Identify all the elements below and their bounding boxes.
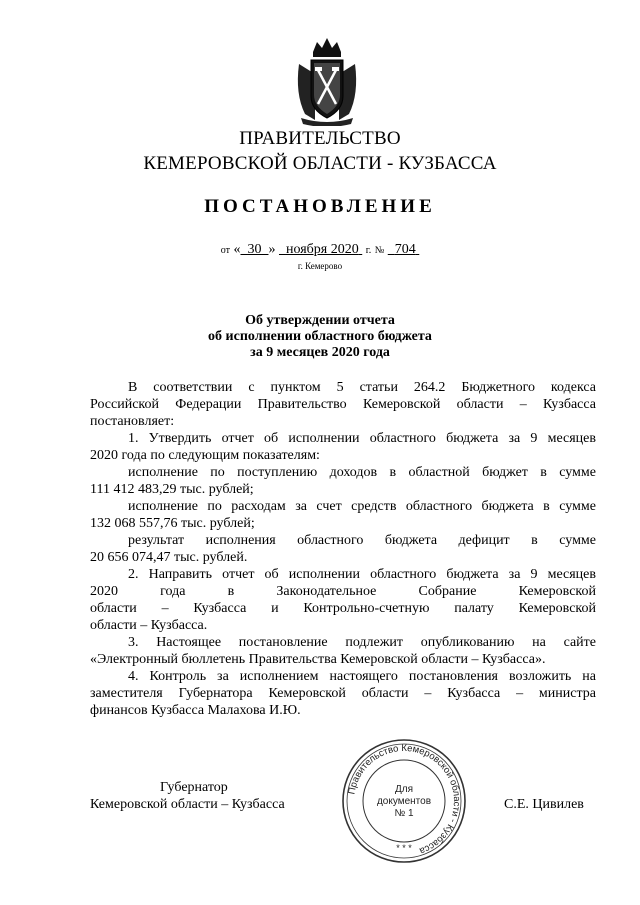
date-year-suffix: г.: [365, 245, 372, 256]
body-line: области – Кузбасса и Контрольно-счетную палату Кемеровской: [90, 601, 596, 616]
coat-of-arms-emblem: [293, 34, 361, 126]
seal-center-line2: документов: [376, 796, 432, 807]
official-seal-stamp: [340, 737, 468, 865]
seal-center-line1: Для: [394, 784, 414, 795]
signer-position-line2: Кемеровской области – Кузбасса: [90, 797, 285, 812]
government-title-line2: КЕМЕРОВСКОЙ ОБЛАСТИ - КУЗБАССА: [143, 153, 497, 174]
date-close-quote: »: [268, 242, 276, 257]
body-line: 1. Утвердить отчет об исполнении областного бюджета за 9 месяцев: [128, 431, 596, 446]
body-line: результат исполнения областного бюджета дефицит в сумме: [128, 533, 596, 548]
heading-line2: об исполнении областного бюджета: [208, 329, 432, 344]
body-line: «Электронный бюллетень Правительства Кемеровской области – Кузбасса».: [90, 652, 546, 667]
body-line: исполнение по расходам за счет средств областного бюджета в сумме: [128, 499, 596, 514]
seal-ring-text: Правительство Кемеровской области - Кузбасса: [346, 742, 463, 857]
body-line: 4. Контроль за исполнением настоящего постановления возложить на: [128, 669, 596, 684]
body-line: 111 412 483,29 тыс. рублей;: [90, 482, 254, 497]
body-line: постановляет:: [90, 414, 175, 429]
body-line: 2. Направить отчет об исполнении областного бюджета за 9 месяцев: [128, 567, 596, 582]
signer-name: С.Е. Цивилев: [504, 797, 584, 812]
date-open-quote: «: [233, 242, 241, 257]
city-label: г. Кемерово: [297, 261, 343, 271]
body-line: 20 656 074,47 тыс. рублей.: [90, 550, 248, 565]
number-sign: №: [374, 245, 385, 256]
decree-number: 704: [394, 242, 416, 257]
government-title-line1: ПРАВИТЕЛЬСТВО: [239, 128, 401, 149]
seal-stars: * * *: [396, 843, 412, 853]
body-line: 132 068 557,76 тыс. рублей;: [90, 516, 255, 531]
body-line: финансов Кузбасса Малахова И.Ю.: [90, 703, 301, 718]
date-number-line: [0, 242, 640, 258]
body-line: 3. Настоящее постановление подлежит опубликованию на сайте: [128, 635, 596, 650]
body-line: Российской Федерации Правительство Кемеровской области – Кузбасса: [90, 397, 596, 412]
date-prefix: от: [220, 245, 230, 256]
body-line: 2020 года в Законодательное Собрание Кемеровской: [90, 584, 596, 599]
heading-line1: Об утверждении отчета: [245, 313, 395, 328]
body-line: 2020 года по следующим показателям:: [90, 448, 320, 463]
date-day: 30: [247, 242, 262, 257]
document-type-title: ПОСТАНОВЛЕНИЕ: [204, 196, 436, 217]
body-line: В соответствии с пунктом 5 статьи 264.2 Бюджетного кодекса: [128, 380, 596, 395]
body-line: заместителя Губернатора Кемеровской области – Кузбасса – министра: [90, 686, 596, 701]
document-body: [90, 379, 596, 719]
body-line: области – Кузбасса.: [90, 618, 208, 633]
date-month-year: ноября 2020: [285, 242, 359, 257]
document-heading: [0, 313, 640, 361]
signer-position-line1: Губернатор: [160, 780, 228, 795]
seal-center-line3: № 1: [394, 808, 414, 819]
heading-line3: за 9 месяцев 2020 года: [250, 345, 390, 360]
body-line: исполнение по поступлению доходов в областной бюджет в сумме: [128, 465, 596, 480]
